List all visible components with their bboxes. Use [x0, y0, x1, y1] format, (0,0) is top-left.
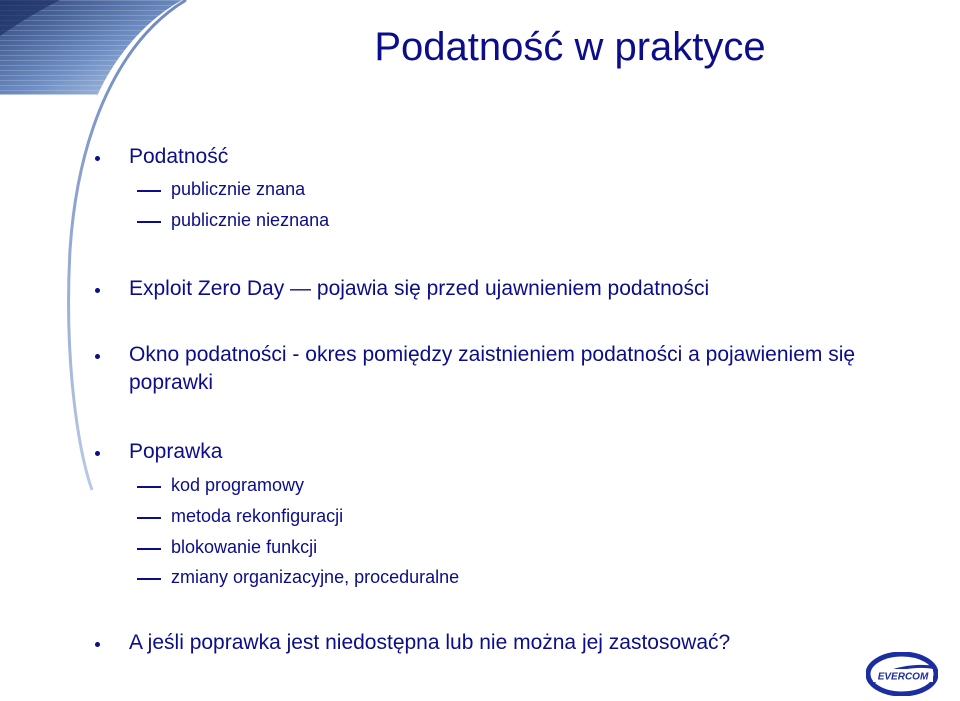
sub-bullet-item: kod programowy — [171, 475, 305, 495]
sub-bullet-item: zmiany organizacyjne, proceduralne — [171, 567, 460, 587]
sub-bullet-item: publicznie znana — [171, 179, 306, 199]
bullet-item: Podatność — [129, 143, 228, 171]
sub-bullet-item: blokowanie funkcji — [171, 537, 318, 557]
bullet-item: Poprawka — [129, 438, 222, 466]
bullet-item: Exploit Zero Day — pojawia się przed ujawnieniem podatności — [129, 275, 709, 303]
bullet-item: A jeśli poprawka jest niedostępna lub nie można jej zastosować? — [129, 629, 730, 657]
logo-text: EVERCOM — [877, 671, 929, 683]
sub-bullet-item: metoda rekonfiguracji — [171, 506, 344, 526]
slide-title: Podatność w praktyce — [374, 25, 766, 69]
sub-bullet-item: publicznie nieznana — [171, 210, 330, 230]
evercom-logo — [866, 652, 938, 696]
bullet-item: Okno podatności - okres pomiędzy zaistnieniem podatności a pojawieniem się poprawki — [129, 341, 929, 397]
